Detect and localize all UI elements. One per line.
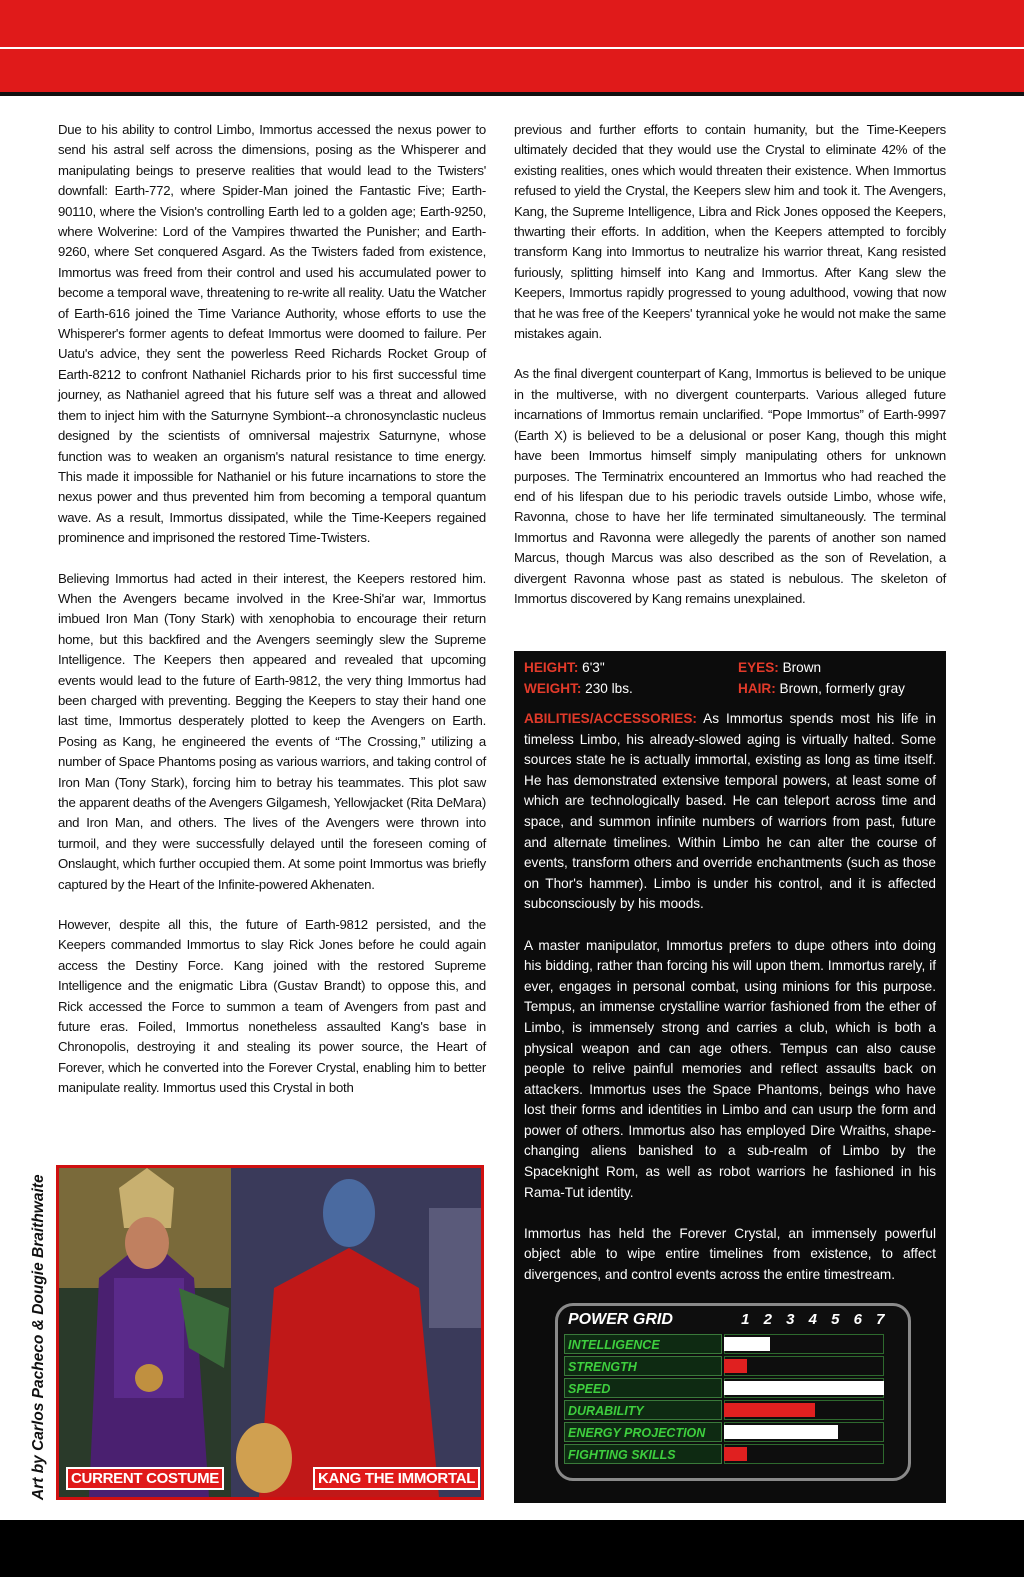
power-grid-title: POWER GRID <box>568 1311 673 1328</box>
scale-1: 1 <box>741 1311 750 1328</box>
power-grid-label-0: INTELLIGENCE <box>564 1334 722 1354</box>
height-label: HEIGHT: <box>524 660 579 675</box>
power-grid-bar-3 <box>724 1403 815 1417</box>
abilities-label: ABILITIES/ACCESSORIES: <box>524 711 697 726</box>
power-grid-label-2: SPEED <box>564 1378 722 1398</box>
scale-5: 5 <box>831 1311 840 1328</box>
power-grid-track-5 <box>724 1444 884 1464</box>
left-paragraph-3: However, despite all this, the future of Earth-9812 persisted, and the Keepers commanded Immortus to slay Rick Jones before he could again access the Destiny Force. Kang joined with the restored Supreme Intelligence and the enigmatic Libra (Gustav Brandt) to oppose this, and Rick accessed the Force to summon a team of Avengers from past and future eras. Foiled, Immortus nonetheless assaulted Kang's base in Chronopolis, destroying it and stealing its power source, the Heart of Forever, which he converted into the Forever Crystal, enabling him to better manipulate reality. Immortus used this Crystal in both <box>58 917 486 1096</box>
height-stat <box>524 657 605 678</box>
abilities-paragraph-1 <box>524 709 936 915</box>
eyes-label: EYES: <box>738 660 779 675</box>
power-grid <box>555 1303 911 1481</box>
caption-current-costume: CURRENT COSTUME <box>66 1467 224 1490</box>
left-column <box>58 120 486 1119</box>
header-stripe <box>0 47 1024 49</box>
weight-value: 230 lbs. <box>581 681 633 696</box>
header-bar <box>0 0 1024 96</box>
right-column <box>514 120 946 629</box>
abilities-paragraph-3: Immortus has held the Forever Crystal, an immensely powerful object able to wipe entire timelines from existence, to affect divergences, and control events across the entire timestream. <box>524 1225 936 1283</box>
footer-bar <box>0 1520 1024 1577</box>
abilities-body: As Immortus spends most his life in timeless Limbo, his already-slowed aging is virtually halted. Some sources state he is actually immortal, existing as long as time itself. He has demonstrated extensive temporal powers, at least some of which are technologically based. He can teleport across time and space, and summon infinite numbers of warriors from past, future and alternate timelines. Within Limbo he can alter the course of events, transform others and override enchantments (such as those on Thor's hammer). Limbo is under his control, and it is affected subconsciously by his moods. <box>524 711 936 912</box>
power-grid-bar-1 <box>724 1359 747 1373</box>
hair-value: Brown, formerly gray <box>775 681 905 696</box>
scale-3: 3 <box>786 1311 795 1328</box>
hair-label: HAIR: <box>738 681 776 696</box>
power-grid-label-4: ENERGY PROJECTION <box>564 1422 722 1442</box>
eyes-stat <box>738 657 821 678</box>
eyes-value: Brown <box>778 660 822 675</box>
kang-head <box>323 1179 375 1247</box>
abilities-paragraph-2: A master manipulator, Immortus prefers to dupe others into doing his bidding, rather than forcing his will upon them. Immortus rarely, if ever, engages in personal combat, using minions for this purpose. Tempus, an immense crystalline warrior fashioned from the ether of Limbo, is immensely strong and carries a club, which is both a physical weapon and can age others. Tempus can also cause people to relive painful memories and reflect assaults back on attackers. Immortus uses the Space Phantoms, beings who have lost their forms and identities in Limbo and can usurp the form and power of others. Immortus also has employed Dire Wraiths, shape-changing aliens banished to a sub-realm of Limbo by the Spaceknight Rom, as well as robot warriors he fashioned in his Rama-Tut identity. <box>524 937 936 1200</box>
artwork-illustration <box>59 1168 481 1497</box>
scale-2: 2 <box>763 1311 772 1328</box>
window-frame <box>429 1208 481 1328</box>
left-paragraph-2: Believing Immortus had acted in their interest, the Keepers restored him. When the Avengers became involved in the Kree-Shi'ar war, Immortus imbued Iron Man (Tony Stark) with xenophobia to encourage their return home, but this backfired and the Avengers seemingly slew the Supreme Intelligence. The Keepers then appeared and revealed that upcoming events would lead to the future of Earth-9812, the very thing Immortus had been charged with preventing. Begging the Keepers to stay their hand one last time, Immortus desperately plotted to keep the Avengers on Earth. Posing as Kang, he engineered the events of “The Crossing,” utilizing a number of Space Phantoms posing as various warriors, and taking control of Iron Man (Tony Stark), forcing him to betray his teammates. This plot saw the apparent deaths of the Avengers Gilgamesh, Yellowjacket (Rita DeMara) and Iron Man, and others. The lives of the Avengers were thrown into turmoil, and they were successfully delayed until the foreseen coming of Onslaught, which further occupied them. At some point Immortus was briefly captured by the Heart of the Infinite-powered Akhenaten. <box>58 570 486 892</box>
power-grid-bar-0 <box>724 1337 770 1351</box>
art-credit: Art by Carlos Pacheco & Dougie Braithwaite <box>30 1174 47 1500</box>
abilities-text <box>524 709 936 1306</box>
weight-label: WEIGHT: <box>524 681 582 696</box>
immortus-face <box>125 1217 169 1269</box>
height-value: 6'3" <box>578 660 605 675</box>
immortus-belt-buckle <box>135 1364 163 1392</box>
power-grid-bar-2 <box>724 1381 884 1395</box>
power-grid-label-1: STRENGTH <box>564 1356 722 1376</box>
header-edge <box>0 92 1024 96</box>
left-paragraph-1: Due to his ability to control Limbo, Immortus accessed the nexus power to send his astral self across the dimensions, posing as the Whisperer and manipulating beings to preserve realities that would lead to the Twisters' downfall: Earth-772, where Spider-Man joined the Fantastic Five; Earth-90110, where the Vision's controlling Earth led to a golden age; Earth-9250, where Wolverine: Lord of the Vampires thwarted the Punisher; and Earth-9260, where Set conquered Asgard. As the Twisters faded from existence, Immortus was freed from their control and used his accumulated power to become a temporal wave, threatening to re-write all reality. Uatu the Watcher of Earth-616 joined the Time Variance Authority, whose efforts to use the Whisperer's former agents to defeat Immortus were doomed to failure. Per Uatu's advice, they sent the powerless Reed Richards Rocket Group of Earth-8212 to confront Nathaniel Richards prior to his first successful time journey, as Nathaniel agreed that his future self was a threat and allowed them to inject him with the Saturnyne Symbiont--a chronosynclastic nucleus designed by the scientists of omniversal majestrix Saturnyne, whose function was to weaken an organism's natural resistance to time energy. This made it impossible for Nathaniel or his future incarnations to store the nexus power and thus prevented him from becoming a temporal quantum wave. As a result, Immortus dissipated, while the Time-Keepers regained prominence and imprisoned the restored Time-Twisters. <box>58 122 486 546</box>
power-grid-scale <box>734 1311 892 1328</box>
scale-4: 4 <box>808 1311 817 1328</box>
power-grid-label-3: DURABILITY <box>564 1400 722 1420</box>
scale-7: 7 <box>876 1311 885 1328</box>
scale-6: 6 <box>853 1311 862 1328</box>
child-figure <box>236 1423 292 1493</box>
artwork-panel <box>56 1165 484 1500</box>
weight-stat <box>524 678 633 699</box>
hair-stat <box>738 678 905 699</box>
right-paragraph-1: previous and further efforts to contain humanity, but the Time-Keepers ultimately decided that they would use the Crystal to eliminate 42% of the existing realities, ones which would threaten their existence. When Immortus refused to yield the Crystal, the Keepers slew him and took it. The Avengers, Kang, the Supreme Intelligence, Libra and Rick Jones opposed the Keepers, thwarting their efforts. In addition, when the Keepers attempted to forcibly transform Kang into Immortus to neutralize his warrior threat, Kang resisted furiously, splitting himself into Kang and Immortus. After Kang slew the Keepers, Immortus rapidly progressed to young adulthood, vowing that now that he was free of the Keepers' tyrannical yoke he would not make the same mistakes again. <box>514 122 946 342</box>
right-paragraph-2: As the final divergent counterpart of Kang, Immortus is believed to be unique in the multiverse, with no divergent counterparts. Various alleged future incarnations of Immortus remain unclarified. “Pope Immortus” of Earth-9997 (Earth X) is believed to be a delusional or poser Kang, though this might have been Immortus himself simply manipulating others for unknown purposes. The Terminatrix encountered an Immortus who had reached the end of his lifespan due to his periodic travels outside Limbo, whose wife, Ravonna, chose to have her life terminated simultaneously. The terminal Immortus and Ravonna were allegedly the parents of another son named Marcus, though Marcus was also described as the son of Revelation, a divergent Ravonna whose past as stated is nebulous. The skeleton of Immortus discovered by Kang remains unexplained. <box>514 366 946 606</box>
power-grid-bar-4 <box>724 1425 838 1439</box>
power-grid-label-5: FIGHTING SKILLS <box>564 1444 722 1464</box>
power-grid-track-1 <box>724 1356 884 1376</box>
power-grid-bar-5 <box>724 1447 747 1461</box>
caption-kang-the-immortal: KANG THE IMMORTAL <box>313 1467 480 1490</box>
